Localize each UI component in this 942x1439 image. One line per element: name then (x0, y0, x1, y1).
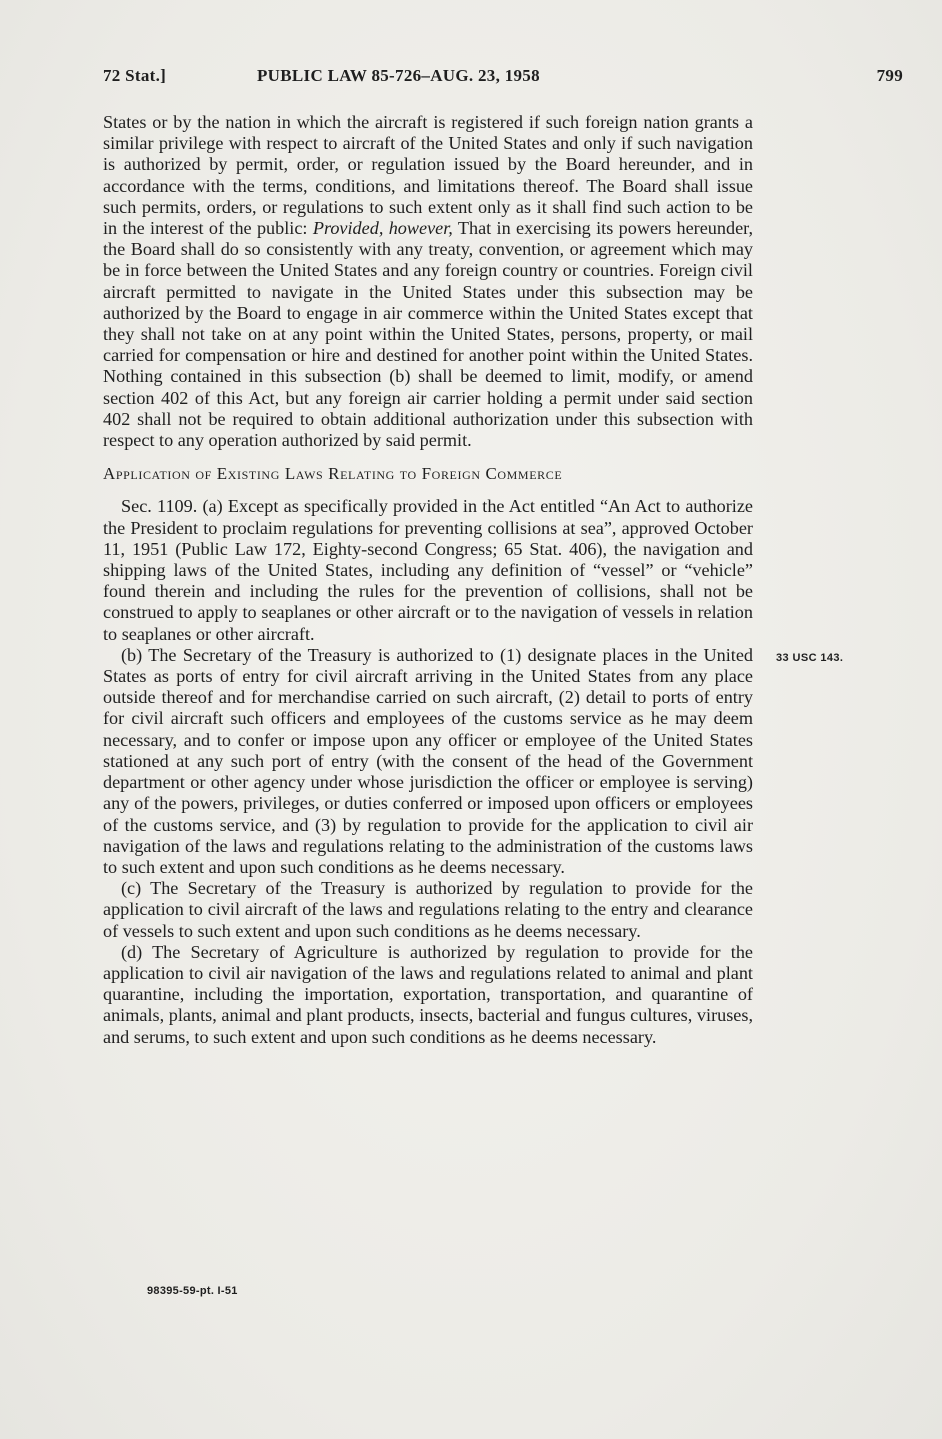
proviso-italic: Provided, however, (312, 218, 453, 239)
section-1109-a: Sec. 1109. (a) Except as specifically provided in the Act entitled “An Act to authorize the President to proclaim regulations for preventing collisions at sea”, approved October 11, 1951 (Public Law 172, Eighty-second Congress; 65 Stat. 406), the navigation and shipping laws of the United States, including any definition of “vessel” or “vehicle” found therein and including the rules for the prevention of collisions, shall not be construed to apply to seaplanes or other aircraft or to the navigation of vessels in relation to seaplanes or other aircraft. (103, 496, 753, 644)
body-text (103, 112, 753, 1048)
law-title: PUBLIC LAW 85-726–AUG. 23, 1958 (257, 66, 540, 85)
printing-code: 98395-59-pt. I-51 (147, 1285, 238, 1297)
paragraph-text-rest: That in exercising its powers hereunder, the Board shall do so consistently with any treaty, convention, or agreement which may be in force between the United States and any foreign country or countries. Foreign civil aircraft permitted to navigate in the United States under this subsection may be authorized by the Board to engage in air commerce within the United States except that they shall not take on at any point within the United States, persons, property, or mail carried for compensation or hire and destined for another point within the United States. Nothing contained in this subsection (b) shall be deemed to limit, modify, or amend section 402 of this Act, but any foreign air carrier holding a permit under said section 402 shall not be required to obtain additional authorization under this subsection with respect to any operation authorized by said permit. (103, 218, 754, 451)
running-head (103, 66, 903, 90)
page-number: 799 (876, 66, 903, 85)
volume-citation: 72 Stat.] (103, 66, 167, 85)
section-heading: Application of Existing Laws Relating to Foreign Commerce (103, 464, 563, 484)
paragraph-text: States or by the nation in which the aircraft is registered if such foreign nation grants a similar privilege with respect to aircraft of the United States and only if such navigation is authorized by permit, order, or regulation issued by the Board hereunder, and in accordance with the terms, conditions, and limitations thereof. The Board shall issue such permits, orders, or regulations to such extent only as it shall find such action to be in the interest of the public: (103, 112, 753, 239)
paragraph-continuation (103, 112, 753, 451)
section-1109-c: (c) The Secretary of the Treasury is authorized by regulation to provide for the application to civil aircraft of the laws and regulations relating to the entry and clearance of vessels to such extent and upon such conditions as he deems necessary. (103, 878, 753, 941)
section-1109-b: (b) The Secretary of the Treasury is authorized to (1) designate places in the United States as ports of entry for civil aircraft arriving in the United States from any place outside thereof and for merchandise carried on such aircraft, (2) detail to ports of entry for civil aircraft such officers and employees of the customs service as he may deem necessary, and to confer or impose upon any officer or employee of the United States stationed at any such port of entry (with the consent of the head of the Government department or other agency under whose jurisdiction the officer or employee is serving) any of the powers, privileges, or duties conferred or imposed upon officers or employees of the customs service, and (3) by regulation to provide for the application to civil air navigation of the laws and regulations relating to the administration of the customs laws to such extent and upon such conditions as he deems necessary. (103, 644, 753, 877)
section-1109-d: (d) The Secretary of Agriculture is authorized by regulation to provide for the application to civil air navigation of the laws and regulations related to animal and plant quarantine, including the importation, exportation, transportation, and quarantine of animals, plants, animal and plant products, insects, bacterial and fungus cultures, viruses, and serums, to such extent and upon such conditions as he deems necessary. (103, 941, 753, 1047)
margin-citation: 33 USC 143. (776, 652, 844, 664)
